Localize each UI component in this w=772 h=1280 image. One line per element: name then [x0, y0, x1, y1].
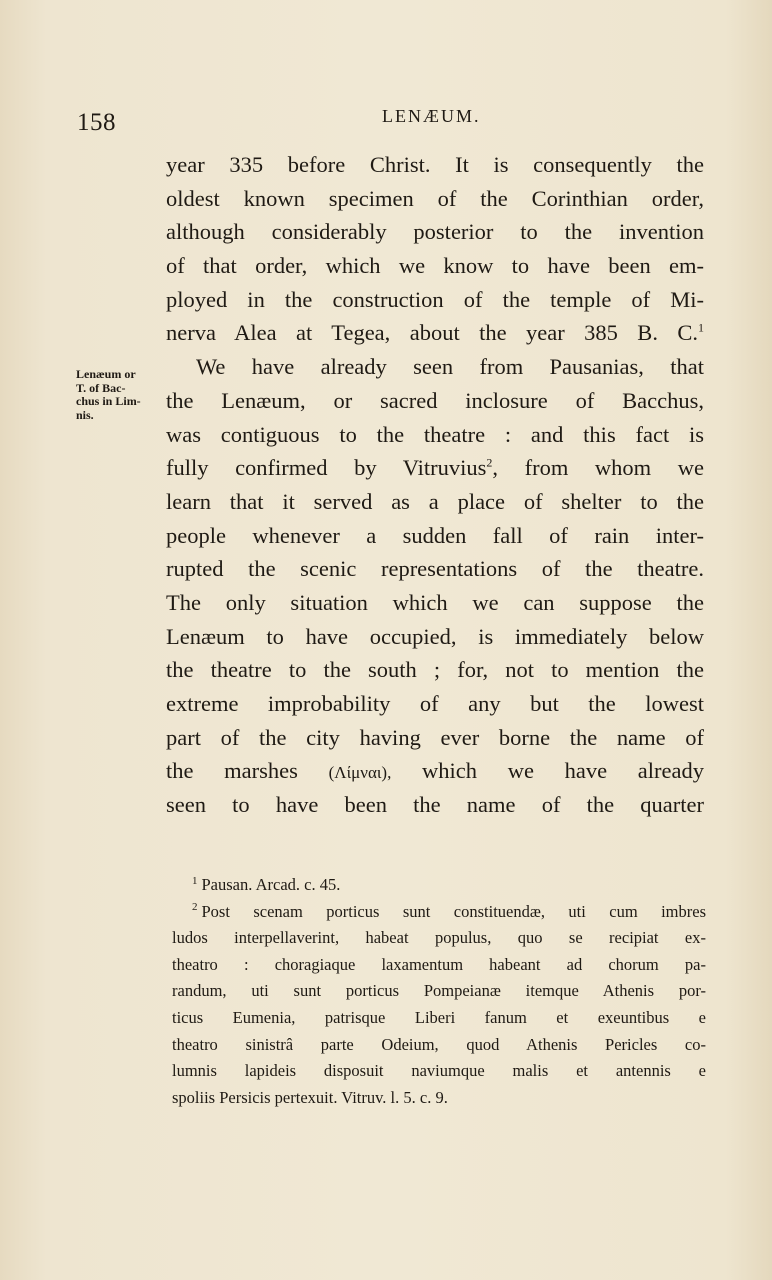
footnote-2 [172, 899, 706, 926]
body-line: the theatre to the south ; for, not to mention the [166, 657, 704, 683]
footnote-line: randum, uti sunt porticus Pompeianæ itemque Athenis por- [172, 981, 706, 1001]
footnote-line: lumnis lapideis disposuit naviumque malis et antennis e [172, 1061, 706, 1081]
body-line-text: nerva Alea at Tegea, about the year 385 B. C. [166, 320, 698, 346]
margin-note-line: chus in Lim- [76, 394, 141, 408]
body-line-text: the marshes [166, 758, 298, 784]
running-head: LENÆUM. [382, 106, 481, 126]
body-line [166, 316, 704, 350]
body-text [166, 148, 704, 822]
footnote-text: Pausan. Arcad. c. 45. [201, 875, 341, 894]
footnote-ref-2: 2 [486, 455, 493, 470]
body-line: of that order, which we know to have been em- [166, 253, 704, 279]
body-line: Lenæum to have occupied, is immediately below [166, 623, 704, 649]
body-line: ployed in the construction of the temple of Mi- [166, 286, 704, 312]
footnote-line: ticus Eumenia, patrisque Liberi fanum et exeuntibus e [172, 1007, 706, 1027]
body-line: The only situation which we can suppose the [166, 589, 704, 615]
body-line: rupted the scenic representations of the theatre. [166, 556, 704, 582]
body-line: oldest known specimen of the Corinthian order, [166, 185, 704, 211]
margin-note-line: nis. [76, 407, 94, 422]
greek-word: (Λίμναι), [328, 763, 392, 783]
body-line: learn that it served as a place of shelter to the [166, 488, 704, 514]
body-line: seen to have been the name of the quarter [166, 792, 704, 818]
body-line: part of the city having ever borne the name of [166, 724, 704, 750]
footnote-line: theatro : choragiaque laxamentum habeant ad chorum pa- [172, 954, 706, 974]
margin-note-line: T. of Bac- [76, 380, 126, 395]
footnote-mark: 1 [192, 874, 198, 887]
body-line: the Lenæum, or sacred inclosure of Bacchus, [166, 387, 704, 413]
margin-note-line: Lenæum or [76, 367, 136, 381]
page-number: 158 [77, 109, 116, 136]
footnote-line: spoliis Persicis pertexuit. Vitruv. l. 5. c. 9. [172, 1087, 448, 1107]
margin-note [76, 368, 162, 422]
footnote-ref-1: 1 [698, 320, 704, 335]
body-line [166, 754, 704, 788]
body-line: year 335 before Christ. It is consequently the [166, 152, 704, 177]
body-line: people whenever a sudden fall of rain inter- [166, 522, 704, 548]
body-line: We have already seen from Pausanias, that [196, 354, 704, 380]
body-line-text: which we have already [422, 758, 705, 784]
body-line: was contiguous to the theatre : and this fact is [166, 421, 704, 447]
footnote-mark: 2 [192, 901, 198, 914]
footnote-line: theatro sinistrâ parte Odeium, quod Athenis Pericles co- [172, 1034, 706, 1054]
footnote-line: ludos interpellaverint, habeat populus, quo se recipiat ex- [172, 928, 706, 948]
body-line-text: fully confirmed by Vitruvius [166, 455, 487, 481]
body-line: although considerably posterior to the invention [166, 219, 704, 245]
body-line: extreme improbability of any but the lowest [166, 691, 704, 716]
footnote-text: Post scenam porticus sunt constituendæ, uti cum imbres [201, 901, 706, 921]
footnotes [172, 872, 706, 1111]
body-line-text: , from whom we [492, 455, 704, 481]
body-line [166, 451, 704, 485]
footnote-1 [172, 872, 706, 899]
